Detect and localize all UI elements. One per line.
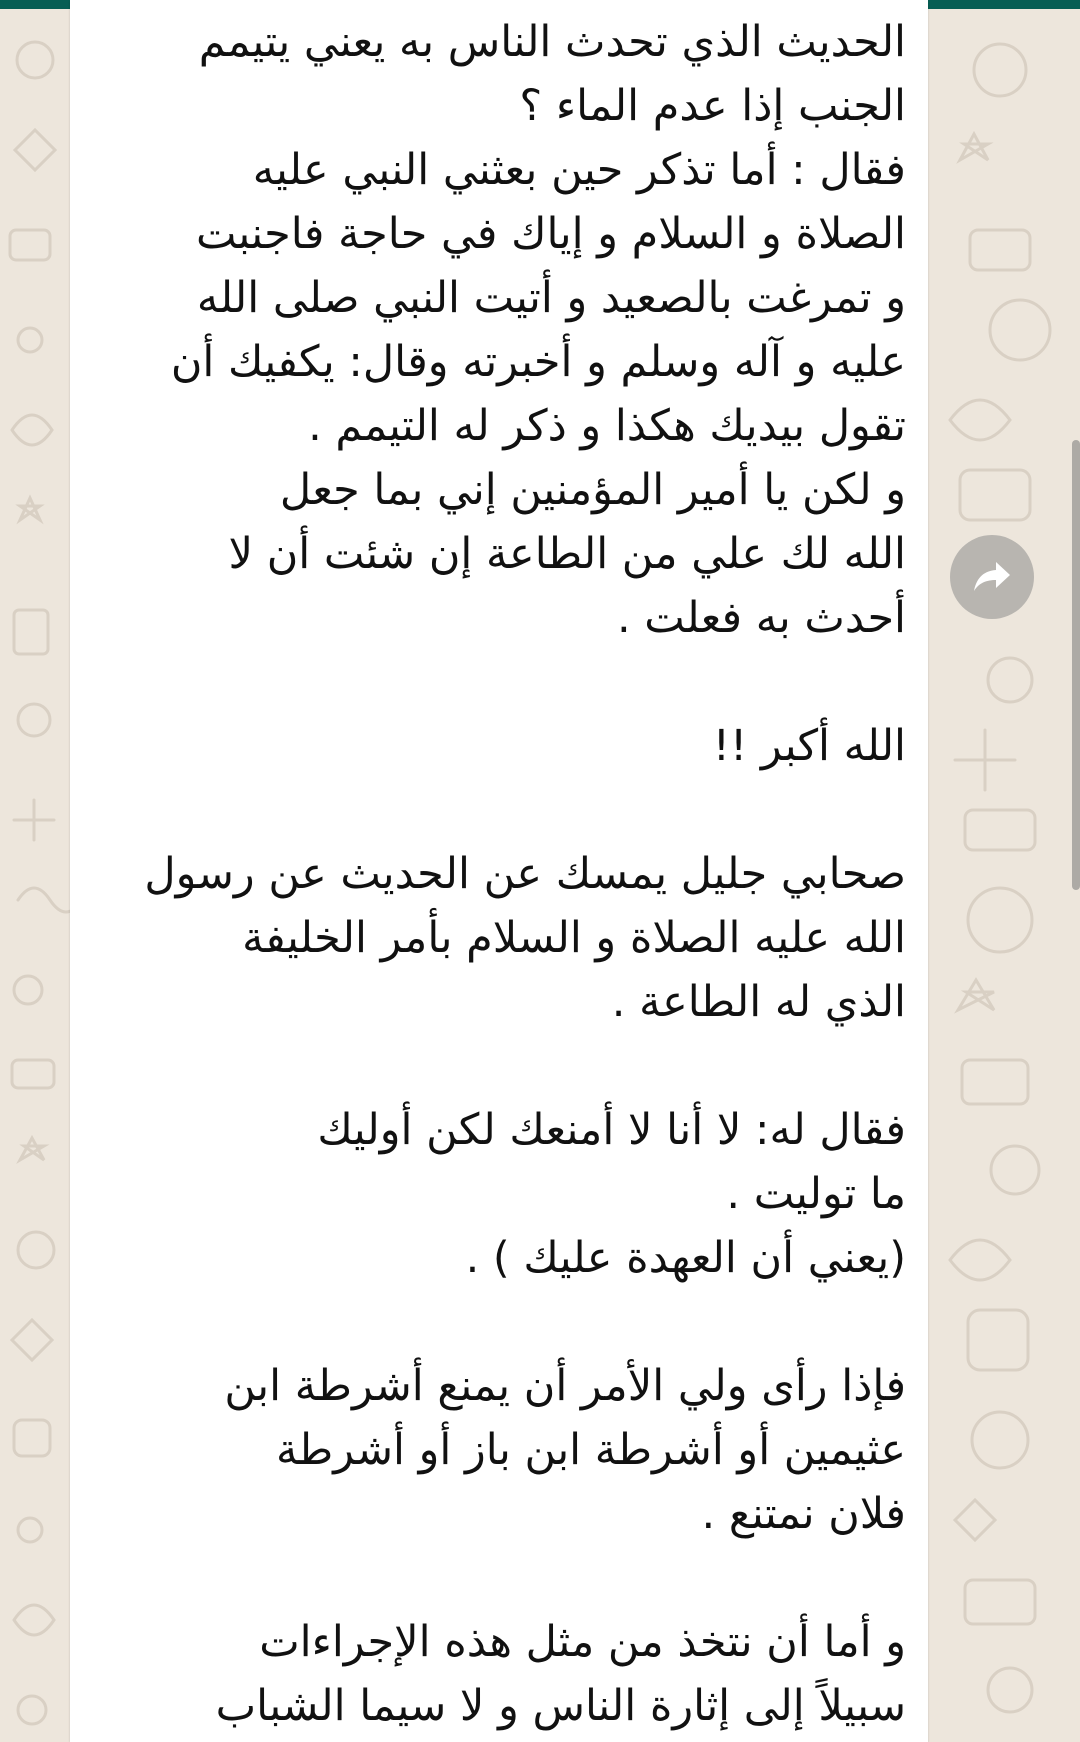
message-paragraph xyxy=(106,1354,906,1546)
message-line: صحابي جليل يمسك عن الحديث عن رسول xyxy=(144,849,906,899)
message-line: تقول بيديك هكذا و ذكر له التيمم . xyxy=(308,401,906,451)
message-line: الله لك علي من الطاعة إن شئت أن لا xyxy=(228,529,906,579)
forward-button[interactable] xyxy=(950,535,1034,619)
message-line: الصلاة و السلام و إياك في حاجة فاجنبت xyxy=(195,209,906,259)
message-line: و تمرغت بالصعيد و أتيت النبي صلى الله xyxy=(196,273,906,323)
message-paragraph xyxy=(106,842,906,1034)
message-line: فلان نمتنع . xyxy=(701,1489,906,1539)
message-line: فإذا رأى ولي الأمر أن يمنع أشرطة ابن xyxy=(224,1361,906,1411)
message-line: الذي له الطاعة . xyxy=(611,977,906,1027)
scrollbar[interactable] xyxy=(1072,440,1080,890)
message-line: عليه و آله وسلم و أخبرته وقال: يكفيك أن xyxy=(170,337,906,387)
message-line: ما توليت . xyxy=(726,1169,906,1219)
message-paragraph xyxy=(106,1610,906,1738)
forward-arrow-icon xyxy=(972,560,1012,594)
message-line: الله عليه الصلاة و السلام بأمر الخليفة xyxy=(242,913,906,963)
message-line: (يعني أن العهدة عليك ) . xyxy=(465,1233,906,1283)
message-paragraph xyxy=(106,10,906,650)
message-line: و لكن يا أمير المؤمنين إني بما جعل xyxy=(279,465,906,515)
message-bubble[interactable] xyxy=(70,0,928,1742)
message-line: سبيلاً إلى إثارة الناس و لا سيما الشباب xyxy=(215,1681,906,1731)
message-line: الله أكبر !! xyxy=(712,721,906,771)
message-text xyxy=(106,10,906,1742)
message-line: أحدث به فعلت . xyxy=(616,593,906,643)
message-line: الجنب إذا عدم الماء ؟ xyxy=(519,81,906,131)
message-line: فقال له: لا أنا لا أمنعك لكن أوليك xyxy=(317,1105,906,1155)
message-line: الحديث الذي تحدث الناس به يعني يتيمم xyxy=(198,17,906,67)
message-paragraph xyxy=(106,714,906,778)
message-line: فقال : أما تذكر حين بعثني النبي عليه xyxy=(252,145,906,195)
message-line: عثيمين أو أشرطة ابن باز أو أشرطة xyxy=(275,1425,906,1475)
message-line: و أما أن نتخذ من مثل هذه الإجراءات xyxy=(259,1617,906,1667)
message-paragraph xyxy=(106,1098,906,1290)
